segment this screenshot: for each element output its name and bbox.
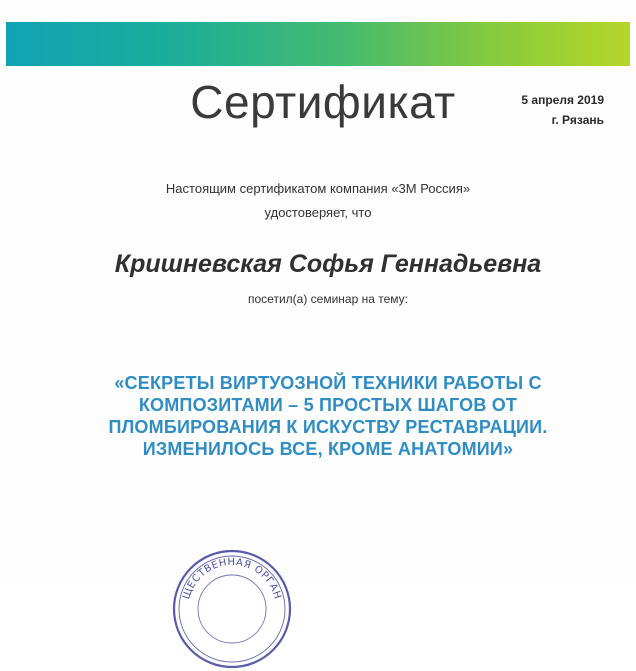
certificate-city: г. Рязань [551,113,604,127]
topic-line: «СЕКРЕТЫ ВИРТУОЗНОЙ ТЕХНИКИ РАБОТЫ С [114,373,542,393]
attended-text: посетил(а) семинар на тему: [248,292,408,306]
date-location-block [521,90,604,130]
round-stamp-icon [170,547,294,671]
intro-line: удостоверяет, что [264,205,372,220]
certificate-date: 5 апреля 2019 [521,93,604,107]
seminar-topic [60,372,596,460]
intro-line: Настоящим сертификатом компания «3М Россия» [165,181,471,196]
seal-text: ЩЕСТВЕННАЯ ОРГАН [181,556,283,601]
intro-text [0,177,636,225]
header-gradient-bar [6,22,630,66]
certificate-title: Сертификат [190,76,456,128]
topic-line: ИЗМЕНИЛОСЬ ВСЕ, КРОМЕ АНАТОМИИ» [142,439,514,459]
topic-line: КОМПОЗИТАМИ – 5 ПРОСТЫХ ШАГОВ ОТ [138,395,518,415]
recipient-name: Кришневская Софья Геннадьевна [114,250,542,278]
topic-line: ПЛОМБИРОВАНИЯ К ИСКУСТВУ РЕСТАВРАЦИИ. [108,417,548,437]
